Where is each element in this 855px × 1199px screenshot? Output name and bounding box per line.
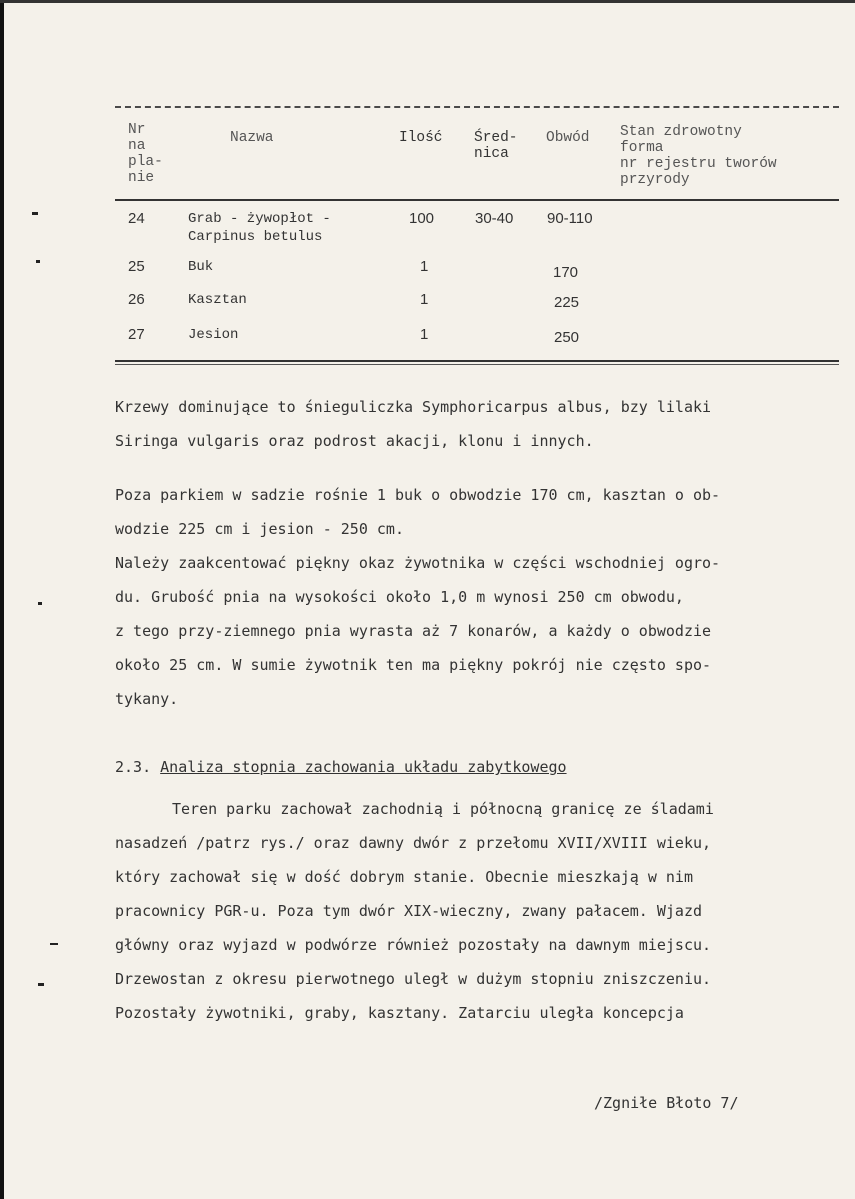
page-edge-left <box>0 0 4 1199</box>
cell-nazwa-line: Carpinus betulus <box>188 229 323 245</box>
margin-mark <box>36 260 40 263</box>
header-stan-line: Stan zdrowotny <box>620 124 742 140</box>
margin-mark <box>38 983 44 986</box>
cell-nr: 24 <box>128 210 145 227</box>
header-nazwa: Nazwa <box>230 130 274 146</box>
section-heading <box>115 758 567 776</box>
cell-ilosc: 1 <box>420 326 429 343</box>
cell-srednica: 30-40 <box>475 210 514 227</box>
header-obwod: Obwód <box>546 130 590 146</box>
header-nr-line: pla- <box>128 154 163 170</box>
header-nr-line: nie <box>128 170 155 186</box>
table-bottom-rule <box>115 360 839 365</box>
text-line: pracownicy PGR-u. Poza tym dwór XIX-wieczny, zwany pałacem. Wjazd <box>115 902 702 920</box>
text-line: Teren parku zachował zachodnią i północną granicę ze śladami <box>172 800 714 818</box>
header-srednica <box>474 130 518 162</box>
text-line: Pozostały żywotniki, graby, kasztany. Zatarciu uległa koncepcja <box>115 1004 684 1022</box>
table-top-rule <box>115 106 839 108</box>
cell-ilosc: 1 <box>420 258 429 275</box>
header-stan <box>620 124 777 188</box>
table-header-rule <box>115 199 839 201</box>
text-line: z tego przy-ziemnego pnia wyrasta aż 7 konarów, a każdy o obwodzie <box>115 622 712 640</box>
cell-ilosc: 1 <box>420 291 429 308</box>
header-stan-line: nr rejestru tworów <box>620 156 777 172</box>
cell-nazwa: Buk <box>188 259 214 275</box>
page-footer: /Zgniłe Błoto 7/ <box>594 1094 739 1112</box>
text-line: główny oraz wyjazd w podwórze również pozostały na dawnym miejscu. <box>115 936 712 954</box>
page-edge-top <box>0 0 855 3</box>
header-nr-line: Nr <box>128 122 146 138</box>
header-stan-line: przyrody <box>620 172 690 188</box>
text-line: Siringa vulgaris oraz podrost akacji, klonu i innych. <box>115 432 594 450</box>
margin-mark <box>32 212 38 215</box>
cell-nazwa <box>188 210 331 246</box>
margin-mark <box>38 602 42 605</box>
header-nr-line: na <box>128 138 146 154</box>
text-line: nasadzeń /patrz rys./ oraz dawny dwór z przełomu XVII/XVIII wieku, <box>115 834 712 852</box>
text-line: tykany. <box>115 690 179 708</box>
text-line: wodzie 225 cm i jesion - 250 cm. <box>115 520 404 538</box>
cell-obwod: 90-110 <box>547 210 593 227</box>
cell-obwod: 250 <box>554 329 580 346</box>
text-line: około 25 cm. W sumie żywotnik ten ma piękny pokrój nie często spo- <box>115 656 712 674</box>
header-stan-line: forma <box>620 140 664 156</box>
text-line: Poza parkiem w sadzie rośnie 1 buk o obwodzie 170 cm, kasztan o ob- <box>115 486 721 504</box>
header-ilosc: Ilość <box>399 130 443 146</box>
cell-nr: 27 <box>128 326 145 343</box>
text-line: Krzewy dominujące to śnieguliczka Symphoricarpus albus, bzy lilaki <box>115 398 712 416</box>
section-title: Analiza stopnia zachowania układu zabytkowego <box>160 758 567 776</box>
cell-nr: 26 <box>128 291 145 308</box>
margin-mark <box>50 943 58 945</box>
text-line: który zachował się w dość dobrym stanie. Obecnie mieszkają w nim <box>115 868 693 886</box>
cell-nazwa: Kasztan <box>188 292 247 308</box>
text-line: Należy zaakcentować piękny okaz żywotnika w części wschodniej ogro- <box>115 554 721 572</box>
cell-obwod: 225 <box>554 294 580 311</box>
header-srednica-line: nica <box>474 146 509 162</box>
section-number: 2.3. <box>115 758 152 776</box>
header-srednica-line: Śred- <box>474 130 518 146</box>
cell-obwod: 170 <box>553 264 579 281</box>
cell-ilosc: 100 <box>409 210 435 227</box>
cell-nazwa-line: Grab - żywopłot - <box>188 211 331 227</box>
header-nr <box>128 122 163 186</box>
cell-nazwa: Jesion <box>188 327 239 343</box>
cell-nr: 25 <box>128 258 145 275</box>
text-line: Drzewostan z okresu pierwotnego uległ w dużym stopniu zniszczeniu. <box>115 970 712 988</box>
text-line: du. Grubość pnia na wysokości około 1,0 m wynosi 250 cm obwodu, <box>115 588 684 606</box>
